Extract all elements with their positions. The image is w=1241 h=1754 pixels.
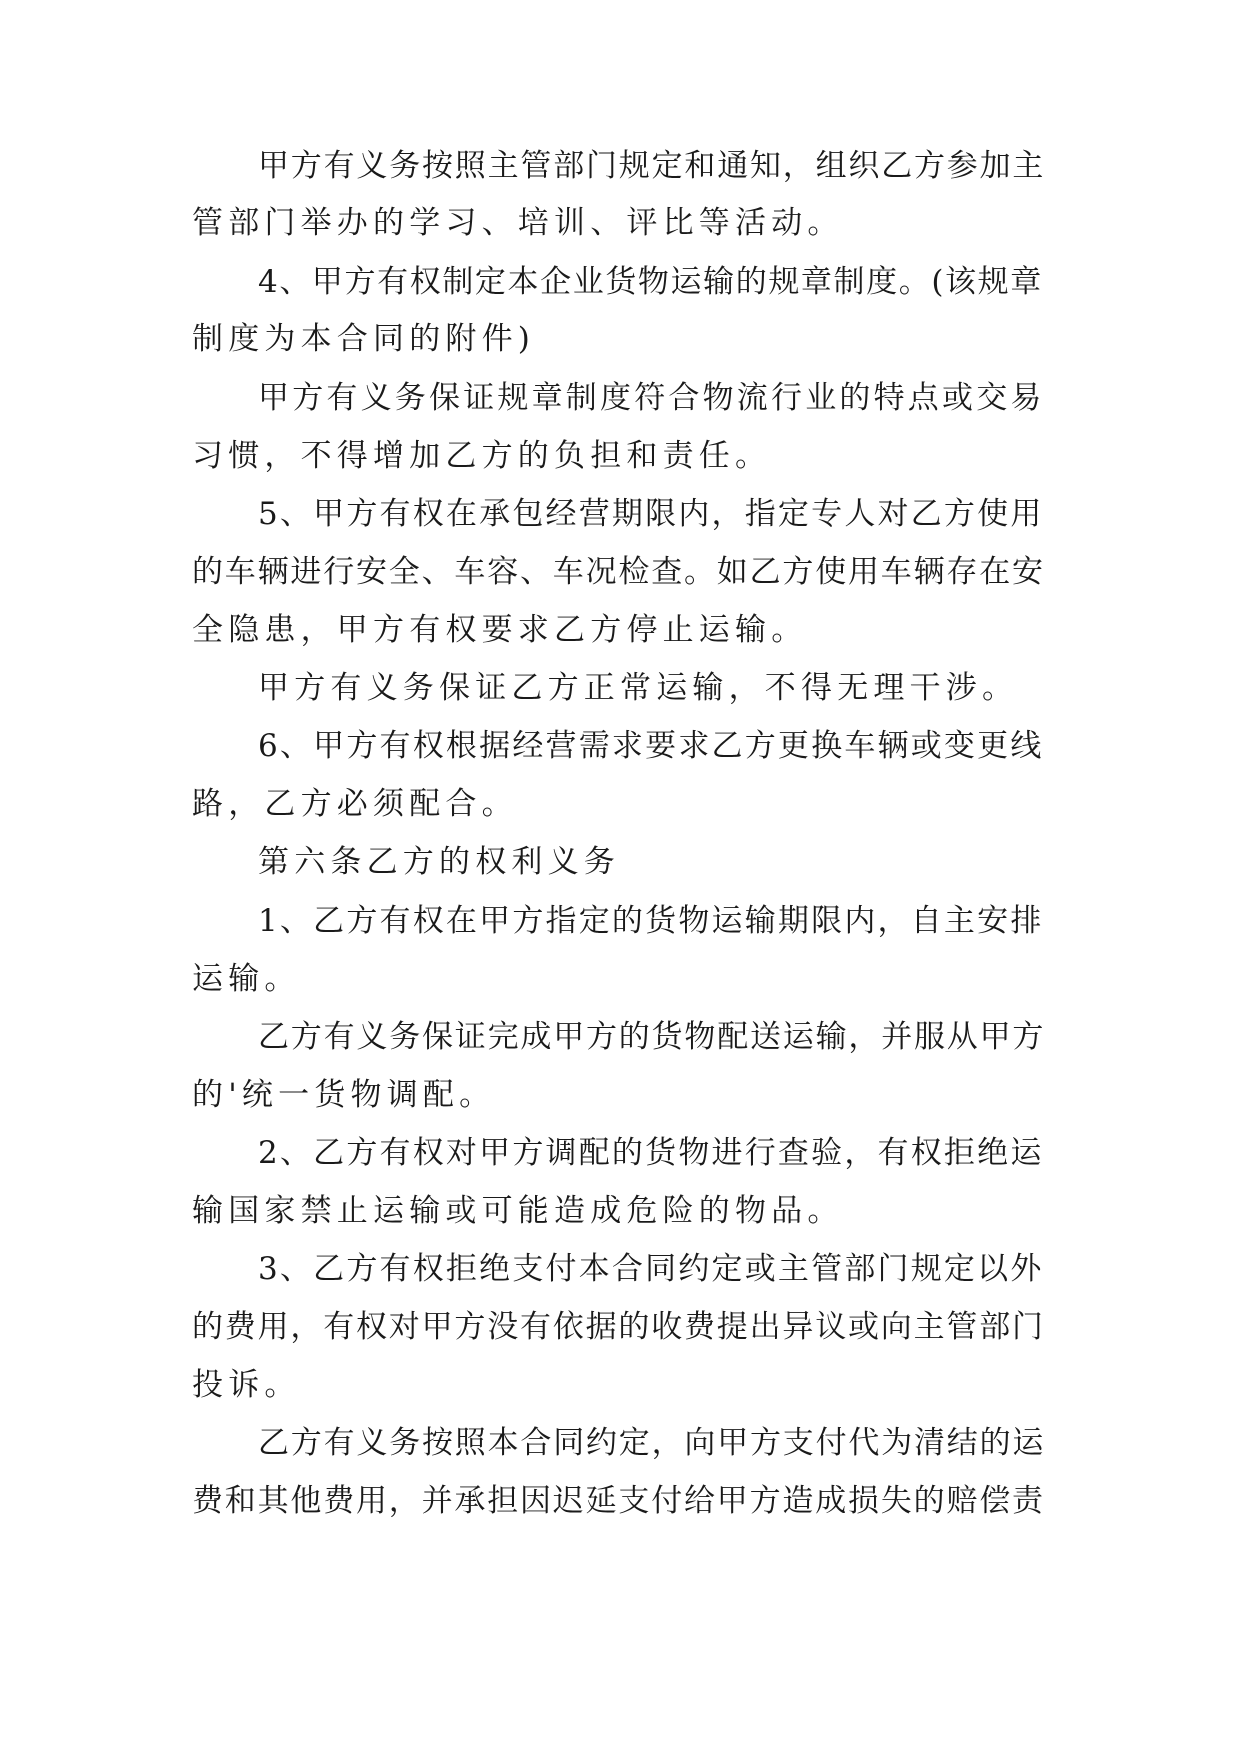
text-line: 路，乙方必须配合。 [192,786,518,822]
text-line: 管部门举办的学习、培训、评比等活动。 [192,205,844,241]
text-line: 乙方有义务保证完成甲方的货物配送运输，并服从甲方 [258,1019,1046,1055]
text-line: 全隐患，甲方有权要求乙方停止运输。 [192,612,808,648]
text-line: 4、甲方有权制定本企业货物运输的规章制度。(该规章 [258,264,1043,300]
text-line: 习惯，不得增加乙方的负担和责任。 [192,438,772,474]
text-line: 投诉。 [192,1367,301,1403]
text-line: 甲方有义务保证规章制度符合物流行业的特点或交易 [258,380,1045,416]
text-line: 2、乙方有权对甲方调配的货物进行查验，有权拒绝运 [258,1135,1044,1171]
text-line: 乙方有义务按照本合同约定，向甲方支付代为清结的运 [258,1425,1046,1461]
text-line: 制度为本合同的附件) [192,321,536,357]
text-line: 的费用，有权对甲方没有依据的收费提出异议或向主管部门 [192,1309,1045,1345]
text-line: 6、甲方有权根据经营需求要求乙方更换车辆或变更线 [258,728,1044,764]
text-line: 的车辆进行安全、车容、车况检查。如乙方使用车辆存在安 [192,554,1045,590]
text-line: 输国家禁止运输或可能造成危险的物品。 [192,1193,844,1229]
text-line: 甲方有义务按照主管部门规定和通知，组织乙方参加主 [258,148,1046,184]
section-heading: 第六条乙方的权利义务 [258,844,620,880]
text-line: 费和其他费用，并承担因迟延支付给甲方造成损失的赔偿责 [192,1483,1045,1519]
text-line: 运输。 [192,961,301,997]
text-line: 3、乙方有权拒绝支付本合同约定或主管部门规定以外 [258,1251,1044,1287]
text-line: 的'统一货物调配。 [192,1077,496,1113]
text-line: 甲方有义务保证乙方正常运输，不得无理干涉。 [258,670,1019,706]
text-line: 1、乙方有权在甲方指定的货物运输期限内，自主安排 [258,903,1044,939]
text-line: 5、甲方有权在承包经营期限内，指定专人对乙方使用 [258,496,1044,532]
